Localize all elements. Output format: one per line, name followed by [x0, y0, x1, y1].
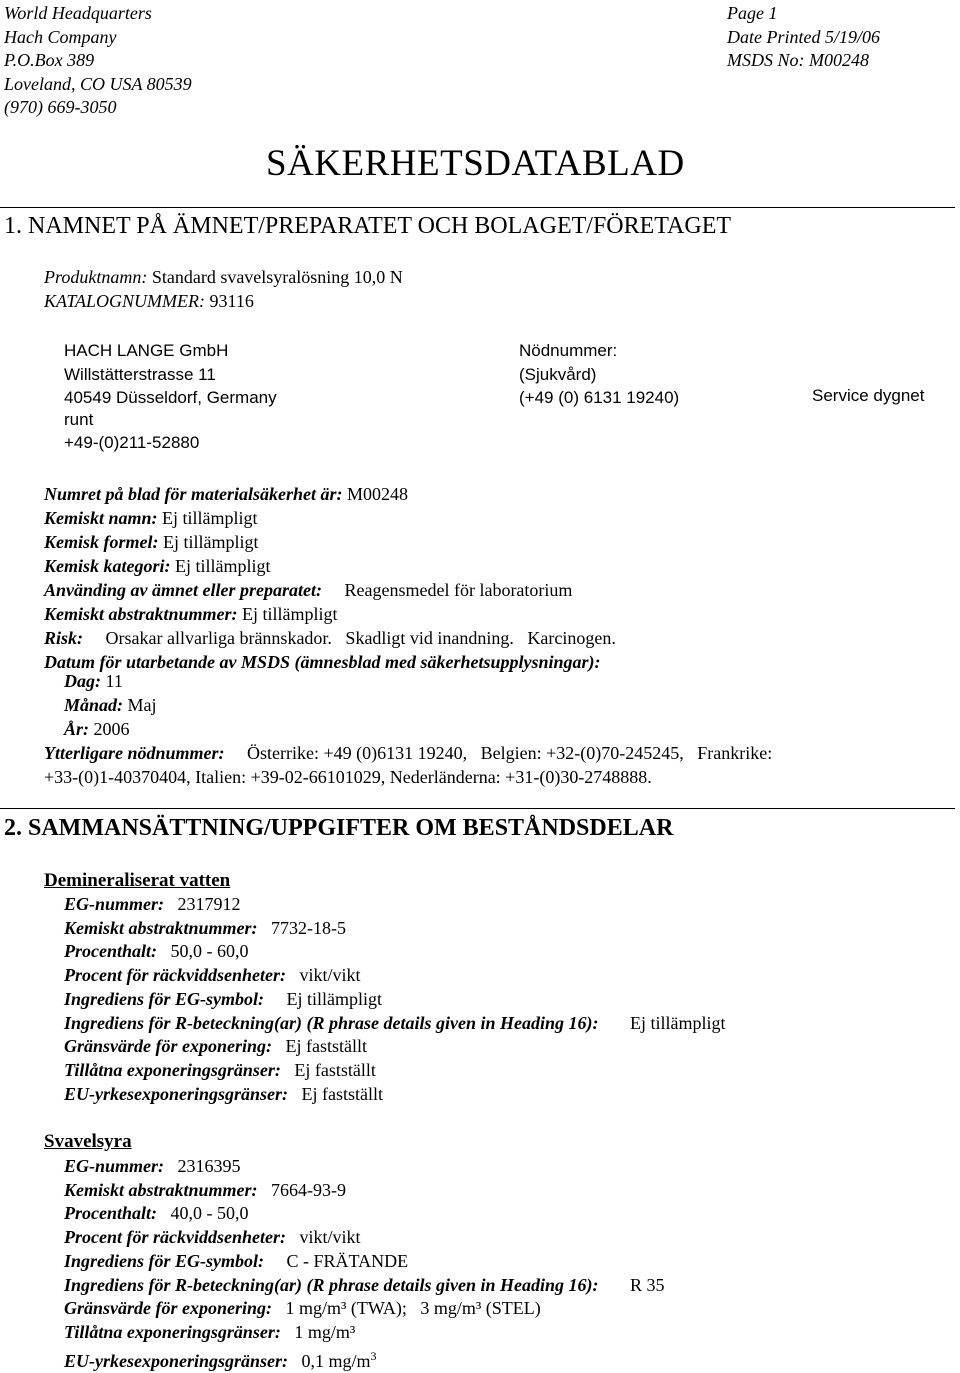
page-title: SÄKERHETSDATABLAD [266, 143, 685, 184]
component-row [64, 1083, 726, 1107]
company-line: HACH LANGE GmbH [64, 341, 229, 360]
component-row [64, 940, 726, 964]
service-runt: runt [64, 410, 94, 429]
row-value: 0,1 mg/m [288, 1350, 371, 1371]
address-line: World Headquarters [4, 3, 152, 23]
catalog-label: KATALOGNUMMER: [44, 291, 205, 311]
date-heading: Datum för utarbetande av MSDS (ämnesblad med säkerhetsupplysningar): [44, 652, 601, 672]
date-fields [64, 669, 157, 741]
row-value: 50,0 - 60,0 [157, 941, 249, 962]
month-row [64, 693, 157, 717]
section-2-heading: 2. SAMMANSÄTTNING/UPPGIFTER OM BESTÅNDSDELAR [4, 815, 674, 841]
field-value: Orsakar allvarliga brännskador. Skadligt vid inandning. Karcinogen. [83, 628, 616, 648]
row-value: 40,0 - 50,0 [157, 1203, 249, 1224]
component-row [64, 988, 726, 1012]
emergency-line: (Sjukvård) [519, 364, 597, 384]
field-label: Kemiskt namn: [44, 508, 158, 528]
catalog-value: 93116 [205, 291, 254, 311]
field-label: Kemiskt abstraktnummer: [44, 604, 238, 624]
month-label: Månad: [64, 695, 124, 715]
field-label: Risk: [44, 628, 84, 648]
row-label: Ingrediens för R-beteckning(ar) (R phrase details given in Heading 16): [64, 1012, 599, 1033]
row-label: Procent för räckviddsenheter: [64, 1227, 286, 1248]
company-line: Willstätterstrasse 11 [64, 364, 216, 384]
row-label: EU-yrkesexponeringsgränser: [64, 1350, 289, 1371]
field-label: Kemisk kategori: [44, 556, 171, 576]
extra-emergency-line [44, 741, 772, 765]
section-1-heading: 1. NAMNET PÅ ÄMNET/PREPARATET OCH BOLAGET/FÖRETAGET [4, 213, 732, 239]
component-row [64, 1202, 665, 1226]
component-row [64, 1250, 665, 1274]
emergency-line: (+49 (0) 6131 19240) [519, 388, 680, 407]
row-label: EG-nummer: [64, 1156, 165, 1176]
page-number: Page 1 [727, 3, 778, 23]
company-phone: +49-(0)211-52880 [64, 433, 200, 452]
field-label: Använding av ämnet eller preparatet: [44, 580, 322, 600]
month-value: Maj [123, 695, 157, 715]
component-row [64, 1035, 726, 1059]
identification-fields [44, 482, 616, 674]
field-row [44, 506, 616, 530]
component-name: Svavelsyra [44, 1131, 132, 1152]
emergency-line: Nödnummer: [519, 341, 618, 360]
day-row [64, 669, 157, 693]
field-value: M00248 [342, 484, 409, 504]
extra-emergency [44, 741, 772, 789]
row-label: Gränsvärde för exponering: [64, 1298, 273, 1319]
row-value: C - FRÄTANDE [264, 1250, 409, 1271]
print-info [727, 2, 880, 73]
divider [0, 207, 955, 208]
row-value: Ej tillämpligt [598, 1012, 726, 1033]
component-rows [64, 893, 726, 1106]
row-label: Procenthalt: [64, 941, 157, 962]
address-line: Loveland, CO USA 80539 [4, 73, 192, 94]
component-row [64, 964, 726, 988]
product-label: Produktnamn: [44, 267, 148, 287]
date-printed: Date Printed 5/19/06 [727, 26, 880, 47]
superscript: 3 [370, 1348, 377, 1363]
row-label: Procenthalt: [64, 1203, 157, 1224]
company-line: 40549 Düsseldorf, Germany [64, 388, 277, 407]
row-label: EU-yrkesexponeringsgränser: [64, 1083, 289, 1104]
product-value: Standard svavelsyralösning 10,0 N [147, 267, 403, 287]
extra-label: Ytterligare nödnummer: [44, 743, 225, 763]
row-label: Kemiskt abstraktnummer: [64, 1179, 258, 1200]
row-value: 2316395 [164, 1156, 241, 1176]
field-row [44, 530, 616, 554]
component-row [64, 1274, 665, 1298]
row-label: Gränsvärde för exponering: [64, 1036, 273, 1057]
row-value: 7732-18-5 [257, 917, 347, 938]
field-value: Ej tillämpligt [170, 556, 271, 576]
row-label: Ingrediens för R-beteckning(ar) (R phrase details given in Heading 16): [64, 1274, 599, 1295]
component-row [64, 1179, 665, 1203]
day-value: 11 [101, 671, 123, 691]
component-rows [64, 1155, 665, 1373]
row-value: Ej fastställt [288, 1083, 383, 1104]
row-label: EG-nummer: [64, 894, 165, 914]
emergency-block [519, 339, 679, 410]
field-label: Numret på blad för materialsäkerhet är: [44, 484, 343, 504]
component-row [64, 1059, 726, 1083]
row-value: vikt/vikt [285, 965, 361, 986]
component-row [64, 893, 726, 917]
component-row [64, 1155, 665, 1179]
year-value: 2006 [89, 719, 130, 739]
component-row [64, 917, 726, 941]
row-value: 1 mg/m³ (TWA); 3 mg/m³ (STEL) [272, 1298, 541, 1319]
field-value: Ej tillämpligt [157, 508, 258, 528]
address-line: Hach Company [4, 26, 117, 47]
row-label: Ingrediens för EG-symbol: [64, 988, 265, 1009]
row-value: 2317912 [164, 894, 241, 914]
service-text: Service dygnet [812, 386, 925, 405]
component-name: Demineraliserat vatten [44, 870, 231, 891]
row-value: R 35 [598, 1274, 665, 1295]
component-row [64, 1226, 665, 1250]
company-block [64, 339, 277, 410]
year-label: År: [64, 719, 90, 739]
component-row [64, 1012, 726, 1036]
row-value: 1 mg/m³ [280, 1321, 356, 1342]
row-value: Ej fastställt [280, 1059, 376, 1080]
field-row [44, 482, 616, 506]
extra-line-1: Österrike: +49 (0)6131 19240, Belgien: +32-(0)70-245245, Frankrike: [224, 743, 773, 763]
field-row [44, 602, 616, 626]
product-name [44, 267, 403, 288]
field-value: Ej tillämpligt [158, 532, 259, 552]
field-row [44, 578, 616, 602]
row-value: Ej tillämpligt [264, 988, 383, 1009]
year-row [64, 717, 157, 741]
field-label: Kemisk formel: [44, 532, 159, 552]
company-address [4, 2, 192, 120]
address-line: (970) 669-3050 [4, 97, 117, 117]
catalog-number [44, 291, 254, 312]
row-label: Kemiskt abstraktnummer: [64, 917, 258, 938]
row-label: Procent för räckviddsenheter: [64, 965, 286, 986]
day-label: Dag: [64, 671, 101, 691]
address-line: P.O.Box 389 [4, 50, 95, 70]
field-row [44, 554, 616, 578]
row-value: Ej fastställt [272, 1036, 367, 1057]
row-label: Tillåtna exponeringsgränser: [64, 1059, 281, 1080]
extra-line-2: +33-(0)1-40370404, Italien: +39-02-66101029, Nederländerna: +31-(0)30-2748888. [44, 767, 652, 787]
field-value: Ej tillämpligt [237, 604, 338, 624]
field-row [44, 626, 616, 650]
divider [0, 808, 955, 809]
component-row [64, 1297, 665, 1321]
field-value: Reagensmedel för laboratorium [322, 580, 573, 600]
msds-number: MSDS No: M00248 [727, 50, 869, 70]
row-label: Tillåtna exponeringsgränser: [64, 1321, 281, 1342]
row-value: 7664-93-9 [257, 1179, 347, 1200]
row-label: Ingrediens för EG-symbol: [64, 1250, 265, 1271]
row-value: vikt/vikt [285, 1227, 361, 1248]
component-row [64, 1321, 665, 1345]
